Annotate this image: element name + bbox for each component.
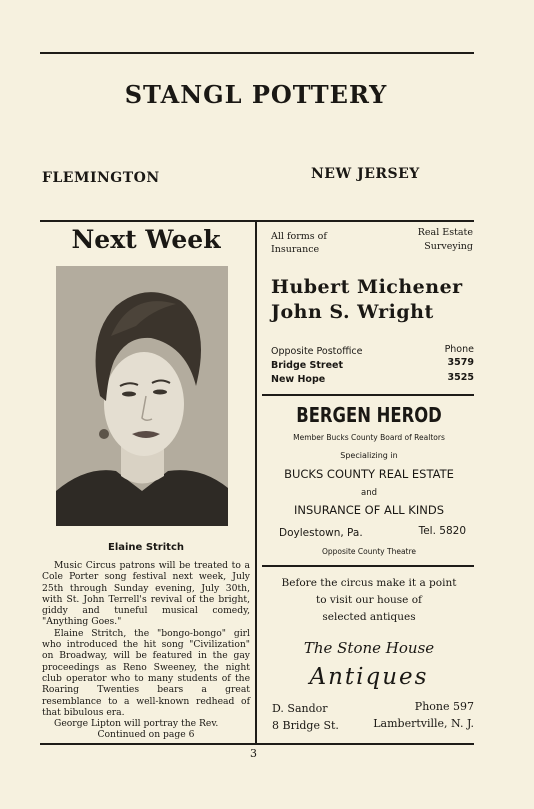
bergen-line2: INSURANCE OF ALL KINDS (293, 503, 444, 517)
antiques-shop: The Stone House (303, 639, 435, 657)
bergen-opposite: Opposite County Theatre (321, 547, 417, 556)
michener-phone1: 3579 (447, 357, 474, 368)
antiques-town: Lambertville, N. J. (373, 717, 474, 730)
banner-bottom-rule (40, 220, 474, 222)
bergen-and: and (361, 488, 377, 498)
michener-left-bottom: Insurance (271, 244, 320, 255)
antiques-owner: D. Sandor (272, 702, 328, 715)
bergen-town: Doylestown, Pa. (279, 527, 363, 539)
bergen-tel: Tel. 5820 (418, 525, 466, 537)
michener-right-bottom: Surveying (424, 241, 473, 252)
wright-name: John S. Wright (271, 301, 434, 323)
bergen-member: Member Bucks County Board of Realtors (293, 433, 445, 442)
antiques-street: 8 Bridge St. (272, 719, 339, 732)
top-rule (40, 52, 474, 54)
continued-note: Continued on page 6 (97, 729, 195, 741)
page-number: 3 (250, 747, 257, 760)
bergen-name: BERGEN HEROD (296, 403, 442, 427)
antiques-word: Antiques (309, 664, 429, 690)
michener-address: Opposite Postoffice (271, 346, 363, 357)
article-body (42, 560, 250, 741)
photo-caption: Elaine Stritch (108, 542, 184, 553)
bergen-line1: BUCKS COUNTY REAL ESTATE (284, 467, 454, 481)
article-paragraph: Music Circus patrons will be treated to a Cole Porter song festival next week, July 25th through Sunday evening, July 30th, with St. John Terrell's revival of the bright, giddy and tuneful musical comedy, "Anything Goes." (42, 560, 250, 628)
michener-left-top: All forms of (271, 231, 327, 242)
bergen-divider (262, 565, 474, 567)
next-week-heading: Next Week (71, 225, 221, 254)
bergen-specializing: Specializing in (340, 451, 398, 460)
elaine-stritch-photo (56, 266, 228, 526)
michener-office2: New Hope (271, 374, 326, 385)
michener-phone2: 3525 (447, 372, 474, 383)
antiques-line2: to visit our house of (316, 594, 422, 606)
antiques-line1: Before the circus make it a point (281, 577, 457, 589)
michener-phone-label: Phone (444, 344, 474, 355)
michener-name: Hubert Michener (271, 276, 463, 298)
banner-city-left: FLEMINGTON (42, 170, 160, 186)
antiques-phone: Phone 597 (414, 700, 474, 713)
michener-office1: Bridge Street (271, 360, 344, 371)
michener-right-top: Real Estate (417, 227, 473, 238)
column-divider (255, 222, 257, 744)
banner-city-right: NEW JERSEY (311, 166, 420, 182)
antiques-line3: selected antiques (322, 611, 416, 623)
bottom-rule (40, 743, 474, 745)
banner-title: STANGL POTTERY (124, 80, 388, 109)
michener-divider (262, 394, 474, 396)
portrait-illustration (56, 266, 228, 526)
article-paragraph: Elaine Stritch, the "bongo-bongo" girl who introduced the hit song "Civilization" on Broadway, will be featured in the gay proceedings as Reno Sweeney, the night club operator who to many students of the Roaring Twenties bears a great resemblance to a well-known redhead of that bibulous era. (42, 627, 250, 718)
article-paragraph: George Lipton will portray the Rev. (54, 718, 219, 730)
